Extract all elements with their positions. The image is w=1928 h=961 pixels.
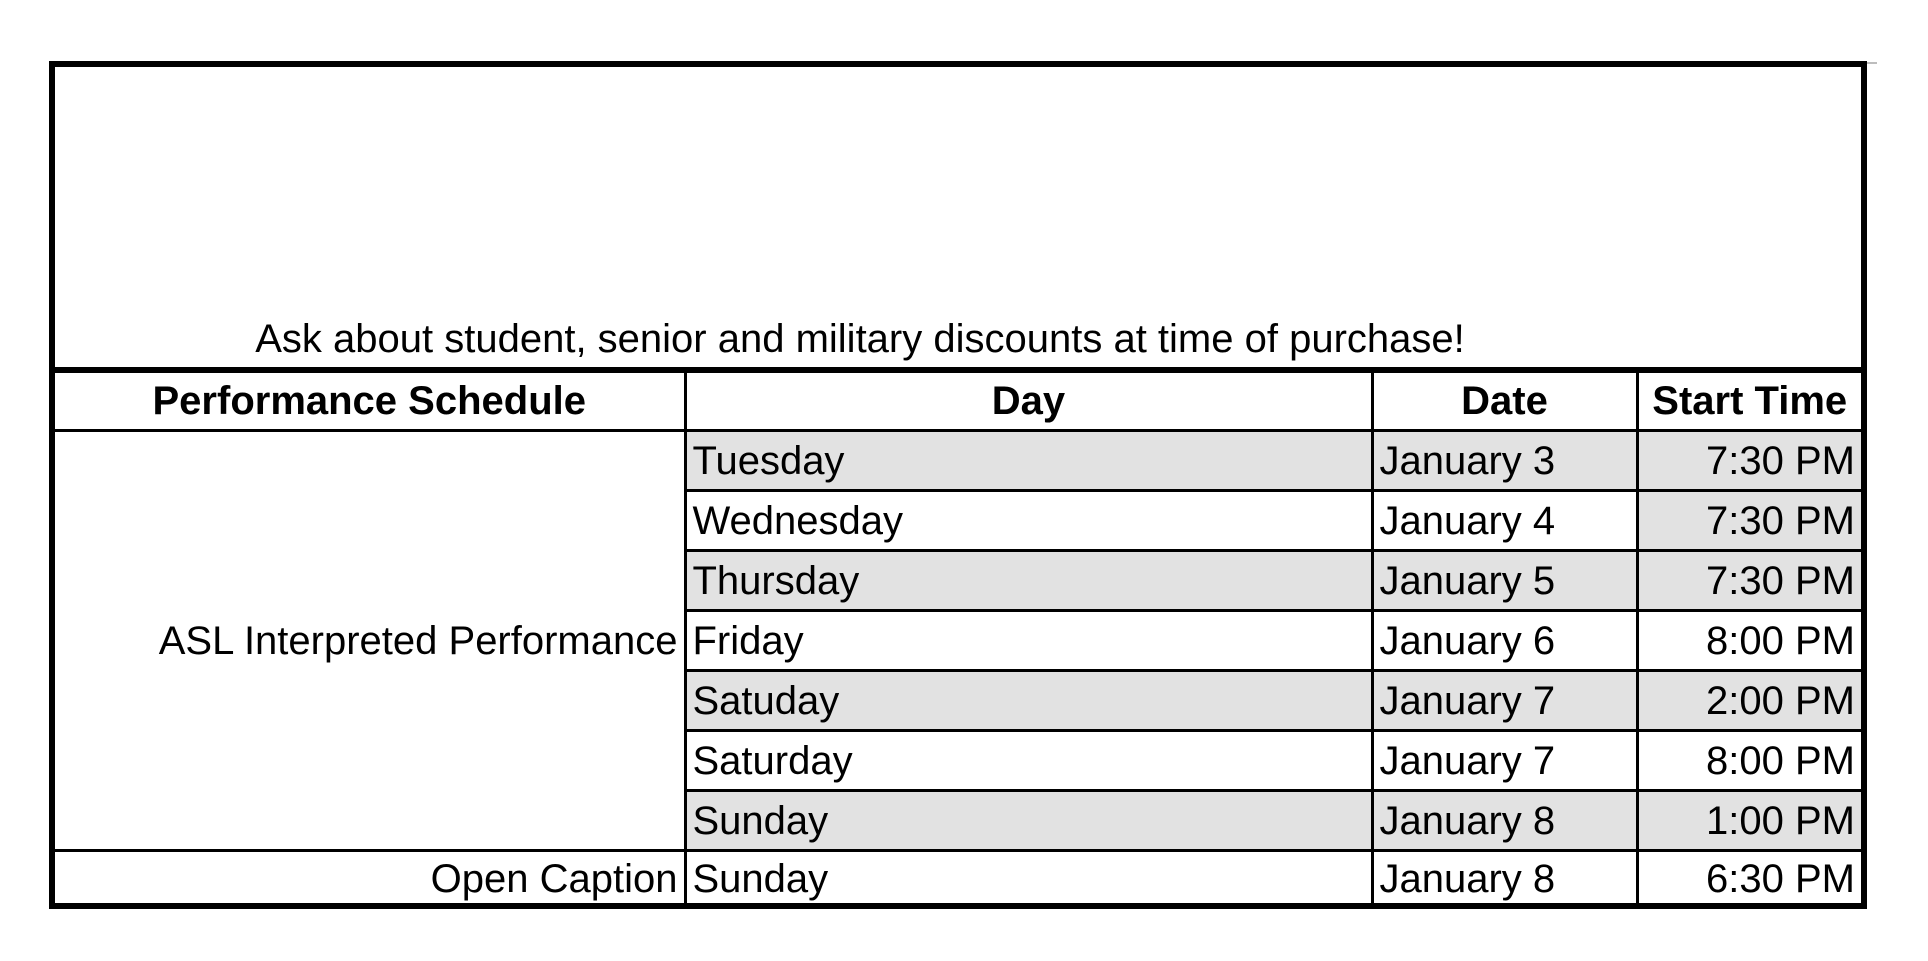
- row-date: January 3: [1372, 431, 1637, 491]
- table-row: [55, 851, 1861, 907]
- header-performance-schedule: Performance Schedule: [55, 372, 685, 431]
- row-date: January 6: [1372, 611, 1637, 671]
- row-start-time: 1:00 PM: [1637, 791, 1861, 851]
- category-asl-interpreted: ASL Interpreted Performance: [55, 431, 685, 851]
- row-start-time: 2:00 PM: [1637, 671, 1861, 731]
- row-date: January 7: [1372, 731, 1637, 791]
- table-header-row: [55, 372, 1861, 431]
- header-date: Date: [1372, 372, 1637, 431]
- sheet-corner-mark: [1867, 62, 1877, 64]
- row-day: Wednesday: [685, 491, 1372, 551]
- row-date: January 7: [1372, 671, 1637, 731]
- row-day: Thursday: [685, 551, 1372, 611]
- performance-schedule-table: [55, 370, 1861, 907]
- row-day: Saturday: [685, 731, 1372, 791]
- row-date: January 8: [1372, 851, 1637, 907]
- table-row: [55, 431, 1861, 491]
- row-day: Satuday: [685, 671, 1372, 731]
- row-start-time: 7:30 PM: [1637, 491, 1861, 551]
- row-start-time: 8:00 PM: [1637, 611, 1861, 671]
- header-start-time: Start Time: [1637, 372, 1861, 431]
- row-start-time: 6:30 PM: [1637, 851, 1861, 907]
- header-day: Day: [685, 372, 1372, 431]
- row-start-time: 7:30 PM: [1637, 431, 1861, 491]
- category-open-caption: Open Caption: [55, 851, 685, 907]
- row-start-time: 7:30 PM: [1637, 551, 1861, 611]
- row-date: January 5: [1372, 551, 1637, 611]
- row-date: January 8: [1372, 791, 1637, 851]
- discount-banner-text: Ask about student, senior and military discounts at time of purchase!: [255, 317, 1465, 361]
- schedule-sheet: [49, 61, 1867, 909]
- row-day: Sunday: [685, 791, 1372, 851]
- row-day: Tuesday: [685, 431, 1372, 491]
- row-day: Friday: [685, 611, 1372, 671]
- discount-banner: [55, 67, 1861, 370]
- row-day: Sunday: [685, 851, 1372, 907]
- row-date: January 4: [1372, 491, 1637, 551]
- row-start-time: 8:00 PM: [1637, 731, 1861, 791]
